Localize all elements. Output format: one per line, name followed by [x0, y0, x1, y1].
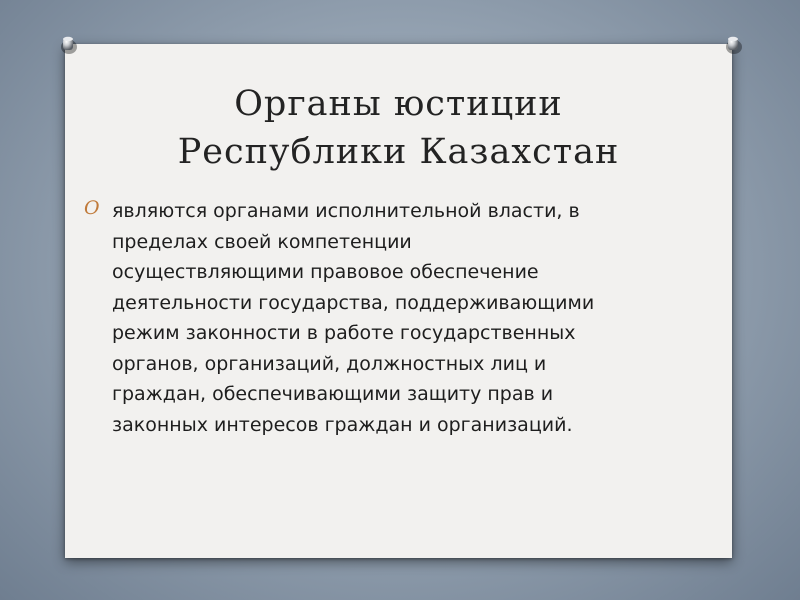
bullet-line: деятельности государства, поддерживающими: [112, 291, 595, 314]
bullet-line: режим законности в работе государственных: [112, 322, 576, 344]
bullet-line: органов, организаций, должностных лиц и: [112, 352, 547, 375]
pushpin-icon: [57, 34, 79, 56]
bullet-paragraph: [112, 196, 712, 440]
slide-title-line: Республики Казахстан: [177, 132, 620, 172]
bullet-line: являются органами исполнительной власти, в: [112, 200, 580, 222]
bullet-line: граждан, обеспечивающими защиту прав и: [112, 383, 554, 405]
slide-title: [65, 80, 732, 176]
bullet-marker: O: [84, 197, 100, 219]
bullet-line: пределах своей компетенции: [112, 230, 412, 253]
pushpin-icon: [722, 34, 744, 56]
bullet-line: осуществляющими правовое обеспечение: [112, 261, 539, 283]
slide-title-line: Органы юстиции: [234, 84, 563, 124]
bullet-line: законных интересов граждан и организаций.: [112, 413, 573, 436]
